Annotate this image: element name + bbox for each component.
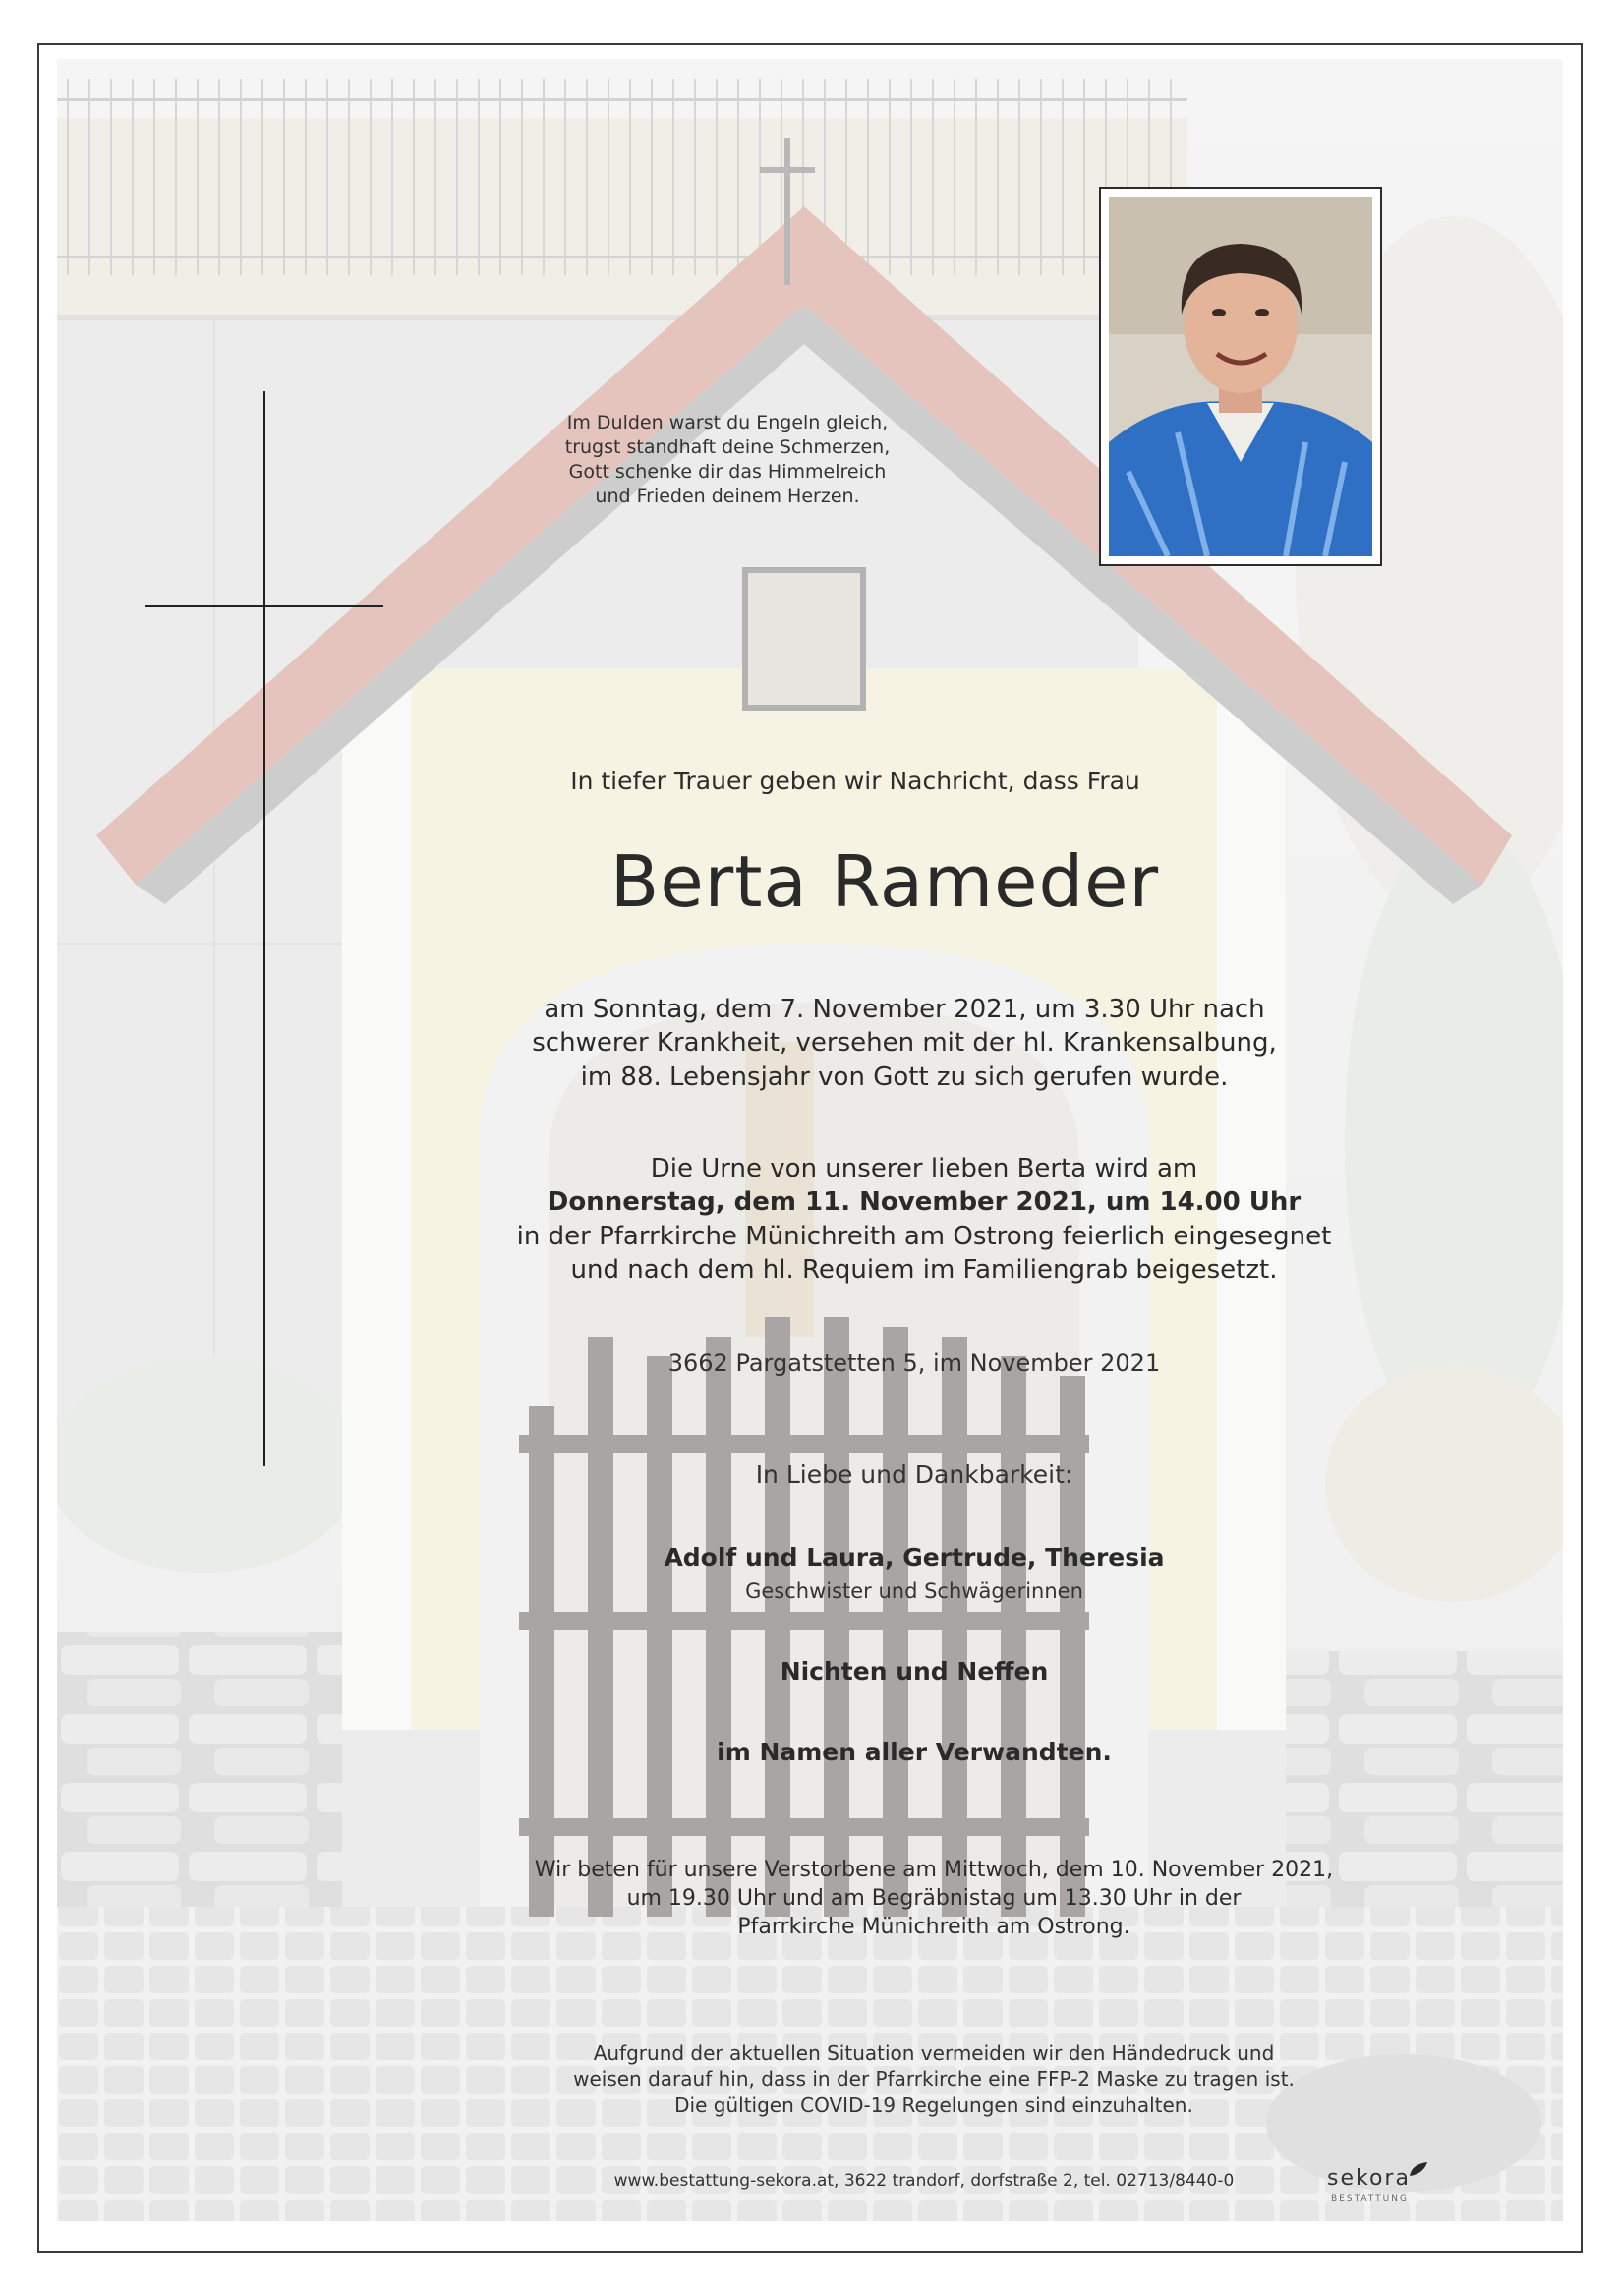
covid-line: Die gültigen COVID-19 Regelungen sind einzuhalten. — [674, 2093, 1193, 2117]
covid-line: Aufgrund der aktuellen Situation vermeiden wir den Händedruck und — [593, 2041, 1275, 2065]
death-notice-line: im 88. Lebensjahr von Gott zu sich gerufen wurde. — [580, 1062, 1229, 1092]
prayer-line: Pfarrkirche Münichreith am Ostrong. — [737, 1915, 1130, 1940]
mourning-cross-vertical — [263, 391, 265, 1466]
death-notice — [492, 993, 1317, 1094]
funeral-line: und nach dem hl. Requiem im Familiengrab beigesetzt. — [570, 1254, 1278, 1285]
place-and-date: 3662 Pargatstetten 5, im November 2021 — [667, 1349, 1161, 1377]
portrait-photo — [1109, 197, 1372, 556]
death-notice-line: schwerer Krankheit, versehen mit der hl. Krankensalbung, — [532, 1028, 1277, 1059]
mourners-siblings: Adolf und Laura, Gertrude, Theresia — [664, 1543, 1165, 1572]
prayer-line: Wir beten für unsere Verstorbene am Mittwoch, dem 10. November 2021, — [534, 1858, 1334, 1882]
mourners-siblings-relation: Geschwister und Schwägerinnen — [745, 1579, 1083, 1603]
covid-line: weisen darauf hin, dass in der Pfarrkirche eine FFP-2 Maske zu tragen ist. — [573, 2067, 1295, 2092]
funeral-date: Donnerstag, dem 11. November 2021, um 14.00 Uhr — [547, 1187, 1302, 1218]
prayer-line: um 19.30 Uhr und am Begräbnistag um 13.30 Uhr in der — [626, 1886, 1242, 1912]
announcement-intro: In tiefer Trauer geben wir Nachricht, dass Frau — [570, 767, 1140, 795]
mourning-cross-horizontal — [145, 605, 383, 607]
mourners-nieces-nephews: Nichten und Neffen — [780, 1657, 1049, 1686]
death-notice-line: am Sonntag, dem 7. November 2021, um 3.30 Uhr nach — [544, 995, 1265, 1024]
verse-line: Im Dulden warst du Engeln gleich, — [566, 412, 889, 433]
mourners-relatives: im Namen aller Verwandten. — [717, 1738, 1112, 1766]
funeral-home-logo-sub: BESTATTUNG — [1331, 2194, 1409, 2204]
funeral-details — [472, 1152, 1376, 1287]
deceased-name: Berta Rameder — [609, 840, 1160, 923]
funeral-home-contact: www.bestattung-sekora.at, 3622 trandorf, dorfstraße 2, tel. 02713/8440-0 — [613, 2171, 1235, 2191]
funeral-home-logo: sekora — [1327, 2166, 1411, 2191]
verse-line: und Frieden deinem Herzen. — [595, 486, 860, 508]
covid-notice — [511, 2040, 1357, 2118]
verse-line: trugst standhaft deine Schmerzen, — [564, 436, 891, 459]
verse-line: Gott schenke dir das Himmelreich — [568, 461, 887, 484]
funeral-line: in der Pfarrkirche Münichreith am Ostrong feierlich eingesegnet — [516, 1221, 1332, 1251]
prayer-notice — [492, 1856, 1376, 1941]
memorial-verse — [511, 411, 944, 509]
mourners-heading: In Liebe und Dankbarkeit: — [755, 1461, 1073, 1489]
leaf-icon — [1408, 2160, 1429, 2178]
portrait-frame — [1099, 187, 1382, 566]
funeral-line: Die Urne von unserer lieben Berta wird am — [650, 1154, 1198, 1183]
